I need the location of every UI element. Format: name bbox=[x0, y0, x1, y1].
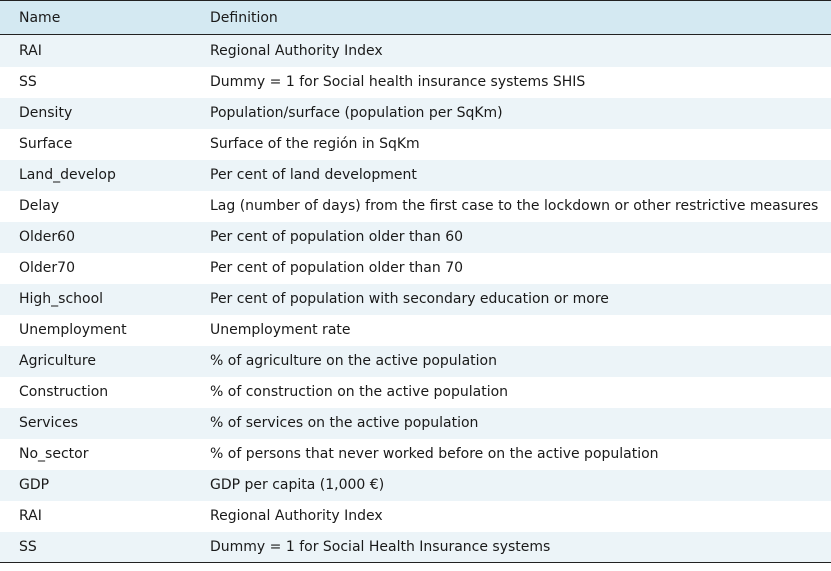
cell-name: Unemployment bbox=[19, 322, 127, 338]
cell-name: High_school bbox=[19, 291, 104, 307]
cell-definition: Unemployment rate bbox=[210, 322, 351, 338]
cell-definition: Per cent of population with secondary education or more bbox=[210, 291, 609, 307]
cell-name: Older60 bbox=[19, 229, 75, 245]
cell-name: No_sector bbox=[19, 446, 89, 462]
table-row bbox=[0, 470, 831, 501]
table-row bbox=[0, 377, 831, 408]
cell-definition: Regional Authority Index bbox=[210, 508, 383, 524]
cell-name: Older70 bbox=[19, 260, 75, 276]
cell-name: SS bbox=[0, 532, 210, 563]
table-row bbox=[0, 532, 831, 563]
cell-definition: Dummy = 1 for Social Health Insurance systems bbox=[210, 532, 831, 563]
cell-name: Construction bbox=[19, 384, 109, 400]
cell-definition: Dummy = 1 for Social health insurance systems SHIS bbox=[210, 74, 586, 90]
cell-name: Density bbox=[19, 105, 73, 121]
header-definition: Definition bbox=[210, 1, 831, 35]
cell-definition: Population/surface (population per SqKm) bbox=[210, 105, 503, 121]
cell-name: RAI bbox=[19, 42, 42, 59]
cell-definition: Lag (number of days) from the first case to the lockdown or other restrictive measures bbox=[210, 198, 819, 214]
cell-definition: Surface of the región in SqKm bbox=[210, 136, 420, 152]
table-body bbox=[0, 35, 831, 563]
cell-name: Delay bbox=[19, 198, 60, 214]
table-row bbox=[0, 160, 831, 191]
header-name: Name bbox=[0, 1, 210, 35]
cell-definition: % of services on the active population bbox=[210, 415, 479, 431]
table-row bbox=[0, 253, 831, 284]
table-row bbox=[0, 191, 831, 222]
cell-definition: % of construction on the active population bbox=[210, 384, 509, 400]
cell-name: Services bbox=[19, 415, 79, 431]
header-row bbox=[0, 1, 831, 35]
table-row bbox=[0, 501, 831, 532]
table-row bbox=[0, 408, 831, 439]
cell-name: SS bbox=[19, 74, 37, 90]
cell-name: Surface bbox=[19, 136, 73, 152]
cell-name: Agriculture bbox=[19, 353, 96, 369]
cell-definition: Per cent of land development bbox=[210, 167, 417, 183]
cell-definition: % of persons that never worked before on the active population bbox=[210, 446, 659, 462]
table-row bbox=[0, 315, 831, 346]
cell-definition: GDP per capita (1,000 €) bbox=[210, 477, 385, 493]
cell-definition: % of agriculture on the active population bbox=[210, 353, 497, 369]
cell-definition: Regional Authority Index bbox=[210, 42, 383, 59]
table-row bbox=[0, 98, 831, 129]
cell-name: RAI bbox=[19, 508, 42, 524]
table-row bbox=[0, 346, 831, 377]
cell-name: GDP bbox=[19, 477, 50, 493]
table-header bbox=[0, 1, 831, 35]
cell-definition: Per cent of population older than 70 bbox=[210, 260, 464, 276]
table-row bbox=[0, 284, 831, 315]
cell-definition: Per cent of population older than 60 bbox=[210, 229, 464, 245]
table-row bbox=[0, 439, 831, 470]
table-row bbox=[0, 67, 831, 98]
table-row bbox=[0, 129, 831, 160]
cell-name: Land_develop bbox=[19, 167, 116, 183]
table-row bbox=[0, 35, 831, 67]
table-row bbox=[0, 222, 831, 253]
